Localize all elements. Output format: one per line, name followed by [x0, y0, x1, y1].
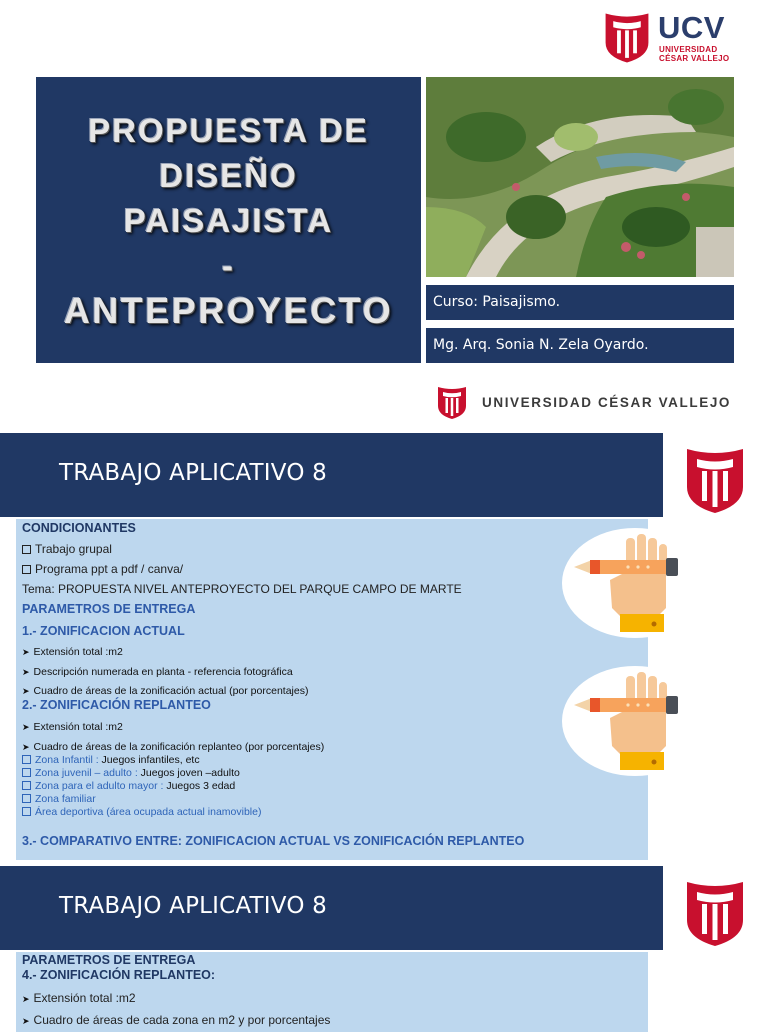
- cond-item: [22, 542, 112, 556]
- checkbox-square-icon: [22, 794, 31, 803]
- ucv-logo-wide: [432, 386, 734, 420]
- s1-item-label: Cuadro de áreas de la zonificación actual (por porcentajes): [33, 685, 309, 697]
- slide2-header: [0, 433, 663, 517]
- title-line: ANTEPROYECTO: [63, 289, 394, 331]
- cond-item-label: Trabajo grupal: [35, 542, 112, 556]
- zone-label: Zona juvenil – adulto :: [35, 767, 138, 779]
- parametros-heading: PARAMETROS DE ENTREGA: [22, 602, 196, 616]
- s2-item: [22, 741, 324, 753]
- zone-item: [22, 793, 96, 805]
- zone-label: Zona familiar: [35, 793, 96, 805]
- arrow-bullet-icon: ➤: [22, 994, 30, 1004]
- slide3-content-panel: [16, 952, 648, 1032]
- zone-detail: Juegos joven –adulto: [137, 767, 240, 779]
- checkbox-square-icon: [22, 768, 31, 777]
- title-line: DISEÑO: [159, 156, 298, 194]
- parametros-heading: PARAMETROS DE ENTREGA: [22, 953, 196, 967]
- slide3-header: [0, 866, 663, 950]
- ucv-logo-top: [604, 12, 734, 66]
- s4-item: [22, 991, 136, 1005]
- checkbox-square-icon: [22, 807, 31, 816]
- main-title: [64, 108, 393, 333]
- section3-heading: 3.- COMPARATIVO ENTRE: ZONIFICACION ACTUAL VS ZONIFICACIÓN REPLANTEO: [22, 834, 525, 848]
- cond-item-label: Programa ppt a pdf / canva/: [35, 562, 184, 576]
- zone-label: Zona Infantil :: [35, 754, 99, 766]
- tema-text: Tema: PROPUESTA NIVEL ANTEPROYECTO DEL PARQUE CAMPO DE MARTE: [22, 582, 462, 596]
- title-line: PROPUESTA DE: [88, 111, 369, 149]
- checkbox-square-icon: [22, 755, 31, 764]
- ucv-shield-icon: [685, 880, 745, 948]
- teacher-label: Mg. Arq. Sonia N. Zela Oyardo.: [426, 328, 734, 363]
- title-line: PAISAJISTA: [123, 201, 334, 239]
- park-aerial-photo: [426, 77, 734, 277]
- ucv-shield-icon: [685, 447, 745, 515]
- section2-heading: 2.- ZONIFICACIÓN REPLANTEO: [22, 698, 211, 712]
- s1-item: [22, 685, 308, 697]
- s1-item-label: Extensión total :m2: [33, 646, 123, 658]
- s2-item-label: Extensión total :m2: [33, 721, 123, 733]
- ucv-logo-line1: UNIVERSIDAD: [659, 45, 718, 54]
- arrow-bullet-icon: ➤: [22, 667, 30, 677]
- slide3-title: TRABAJO APLICATIVO 8: [59, 893, 327, 919]
- course-label: Curso: Paisajismo.: [426, 285, 734, 320]
- checkbox-square-icon: [22, 545, 31, 554]
- s4-item-label: Cuadro de áreas de cada zona en m2 y por porcentajes: [33, 1013, 331, 1027]
- zone-detail: Juegos infantiles, etc: [98, 754, 200, 766]
- zone-item: [22, 754, 200, 766]
- ucv-shield-icon: [432, 386, 472, 420]
- hand-pencil-icon: [562, 528, 708, 638]
- arrow-bullet-icon: ➤: [22, 1016, 30, 1026]
- section1-heading: 1.- ZONIFICACION ACTUAL: [22, 624, 185, 638]
- arrow-bullet-icon: ➤: [22, 647, 30, 657]
- ucv-wide-text: UNIVERSIDAD CÉSAR VALLEJO: [482, 395, 732, 410]
- zone-detail: Juegos 3 edad: [163, 780, 236, 792]
- hand-pencil-icon: [562, 666, 708, 776]
- checkbox-square-icon: [22, 565, 31, 574]
- zone-item: [22, 780, 235, 792]
- condicionantes-heading: CONDICIONANTES: [22, 521, 136, 535]
- s1-item: [22, 666, 293, 678]
- zone-label: Área deportiva (área ocupada actual inamovible): [35, 806, 262, 818]
- slide2-content-panel: [16, 519, 648, 860]
- ucv-shield-icon: [604, 12, 650, 64]
- ucv-logo-line2: CÉSAR VALLEJO: [659, 54, 730, 63]
- arrow-bullet-icon: ➤: [22, 722, 30, 732]
- ucv-logo-letters: UCV: [658, 10, 725, 45]
- s1-item-label: Descripción numerada en planta - referencia fotográfica: [33, 666, 293, 678]
- park-aerial-illustration: [426, 77, 734, 277]
- s1-item: [22, 646, 123, 658]
- s2-item: [22, 721, 123, 733]
- title-box: [36, 77, 421, 363]
- title-line: -: [222, 246, 235, 284]
- zone-label: Zona para el adulto mayor :: [35, 780, 164, 792]
- s2-item-label: Cuadro de áreas de la zonificación replanteo (por porcentajes): [33, 741, 325, 753]
- s4-item-label: Extensión total :m2: [33, 991, 136, 1005]
- arrow-bullet-icon: ➤: [22, 742, 30, 752]
- section4-heading: 4.- ZONIFICACIÓN REPLANTEO:: [22, 968, 216, 982]
- zone-item: [22, 767, 240, 779]
- slide2-title: TRABAJO APLICATIVO 8: [59, 460, 327, 486]
- zone-item: [22, 806, 261, 818]
- cond-item: [22, 562, 183, 576]
- checkbox-square-icon: [22, 781, 31, 790]
- s4-item: [22, 1013, 330, 1027]
- arrow-bullet-icon: ➤: [22, 686, 30, 696]
